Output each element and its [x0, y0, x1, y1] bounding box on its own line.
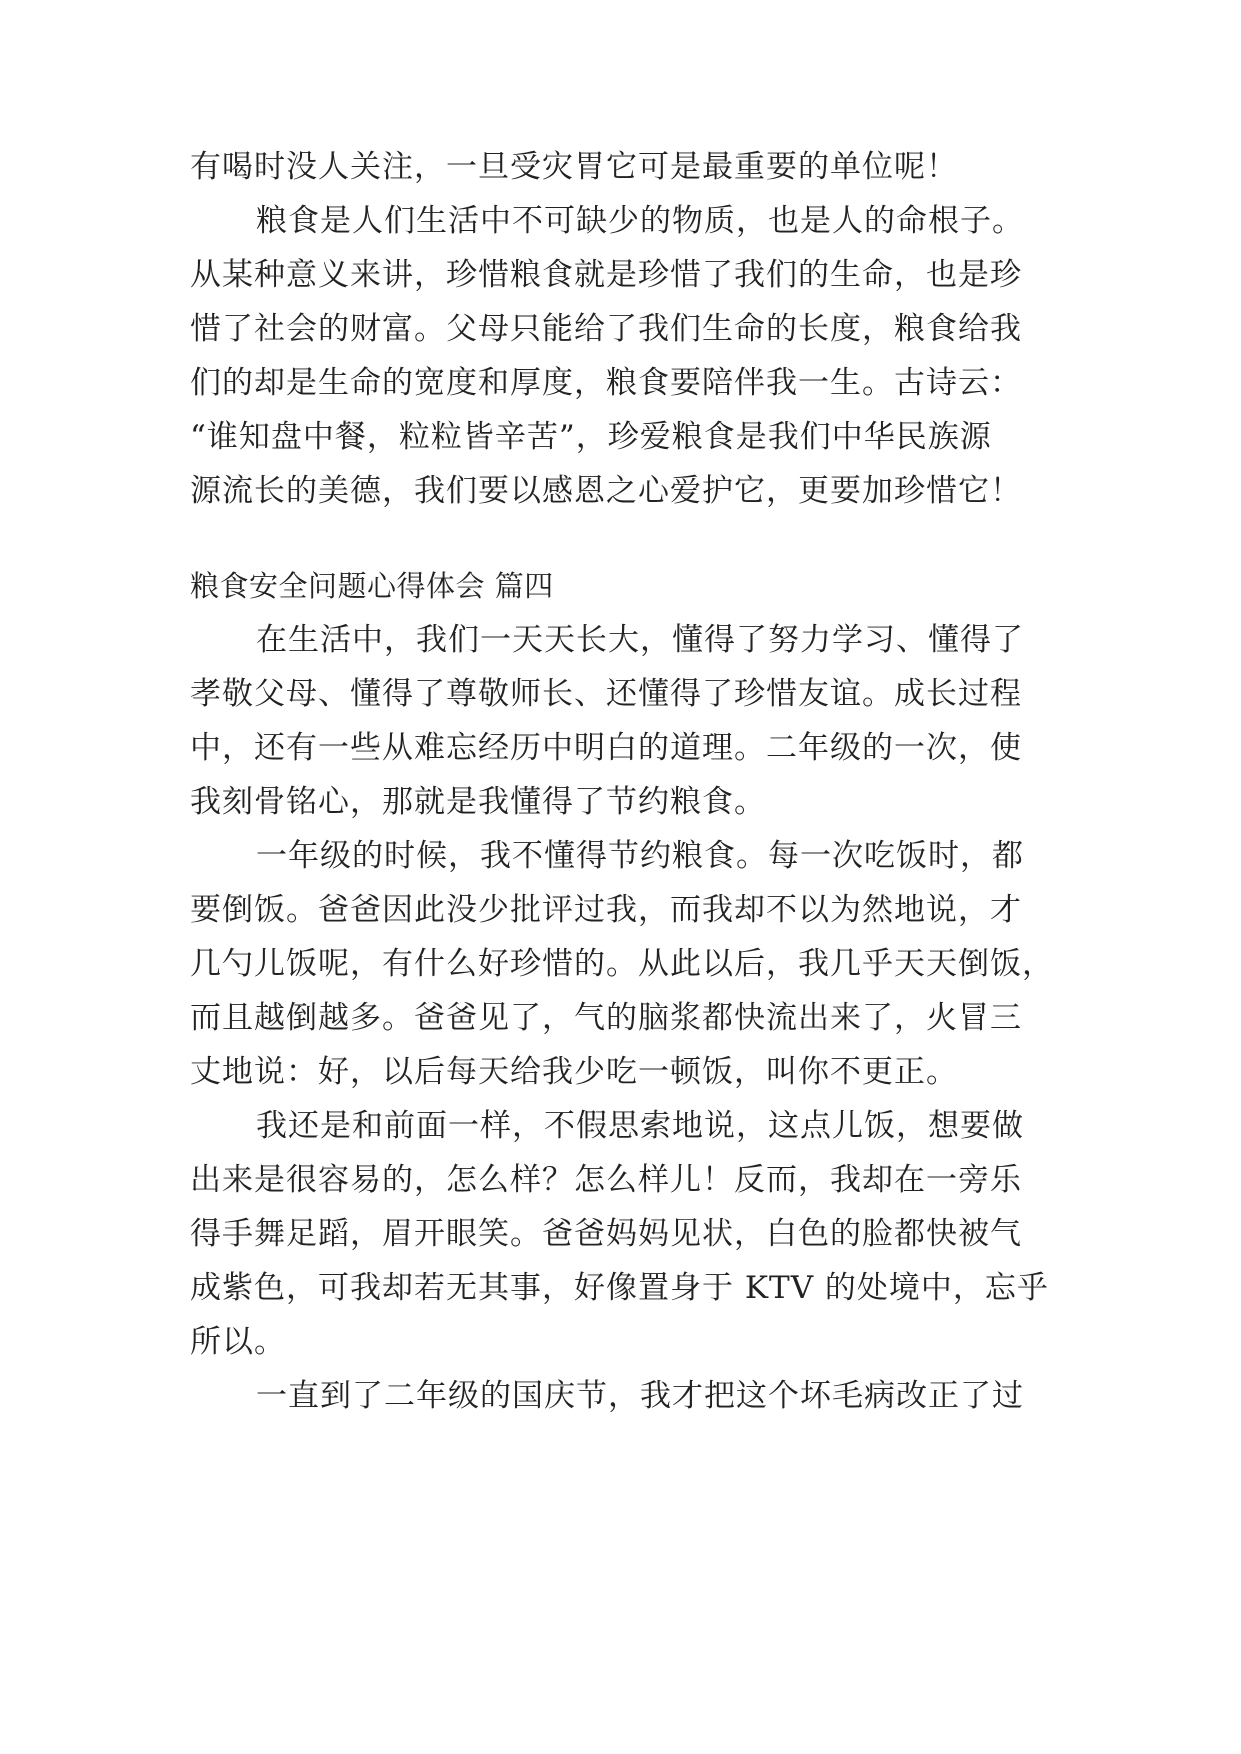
paragraph-line: 得手舞足蹈，眉开眼笑。爸爸妈妈见状，白色的脸都快被气: [190, 1216, 1022, 1252]
paragraph-line: 要倒饭。爸爸因此没少批评过我，而我却不以为然地说，才: [190, 892, 1022, 928]
paragraph-line: 从某种意义来讲，珍惜粮食就是珍惜了我们的生命，也是珍: [190, 257, 1022, 293]
paragraph-line: 丈地说：好，以后每天给我少吃一顿饭，叫你不更正。: [190, 1054, 958, 1090]
paragraph-line: 成紫色，可我却若无其事，好像置身于 KTV 的处境中，忘乎: [190, 1270, 1049, 1306]
paragraph-line: 粮食是人们生活中不可缺少的物质，也是人的命根子。: [256, 203, 1024, 239]
paragraph-line: 所以。: [190, 1324, 286, 1360]
paragraph-line: 们的却是生命的宽度和厚度，粮食要陪伴我一生。古诗云：: [190, 365, 1022, 401]
section-title: 粮食安全问题心得体会 篇四: [190, 569, 554, 603]
paragraph-line: 有喝时没人关注，一旦受灾胃它可是最重要的单位呢！: [190, 149, 958, 185]
paragraph-line: 我还是和前面一样，不假思索地说，这点儿饭，想要做: [256, 1108, 1024, 1144]
paragraph-line: 我刻骨铭心，那就是我懂得了节约粮食。: [190, 784, 766, 820]
paragraph-line: 在生活中，我们一天天长大，懂得了努力学习、懂得了: [256, 622, 1024, 658]
paragraph-line: 而且越倒越多。爸爸见了，气的脑浆都快流出来了，火冒三: [190, 1000, 1022, 1036]
paragraph-line: 出来是很容易的，怎么样？怎么样儿！反而，我却在一旁乐: [190, 1162, 1022, 1198]
paragraph-line: 惜了社会的财富。父母只能给了我们生命的长度，粮食给我: [190, 311, 1022, 347]
paragraph-line: 源流长的美德，我们要以感恩之心爱护它，更要加珍惜它！: [190, 473, 1022, 509]
paragraph-line: 几勺儿饭呢，有什么好珍惜的。从此以后，我几乎天天倒饭，: [190, 946, 1054, 982]
paragraph-line: 孝敬父母、懂得了尊敬师长、还懂得了珍惜友谊。成长过程: [190, 676, 1022, 712]
paragraph-line: 一年级的时候，我不懂得节约粮食。每一次吃饭时，都: [256, 838, 1024, 874]
paragraph-line: 一直到了二年级的国庆节，我才把这个坏毛病改正了过: [256, 1378, 1024, 1414]
paragraph-line: 中，还有一些从难忘经历中明白的道理。二年级的一次，使: [190, 730, 1022, 766]
paragraph-line: “谁知盘中餐，粒粒皆辛苦”，珍爱粮食是我们中华民族源: [190, 419, 992, 455]
